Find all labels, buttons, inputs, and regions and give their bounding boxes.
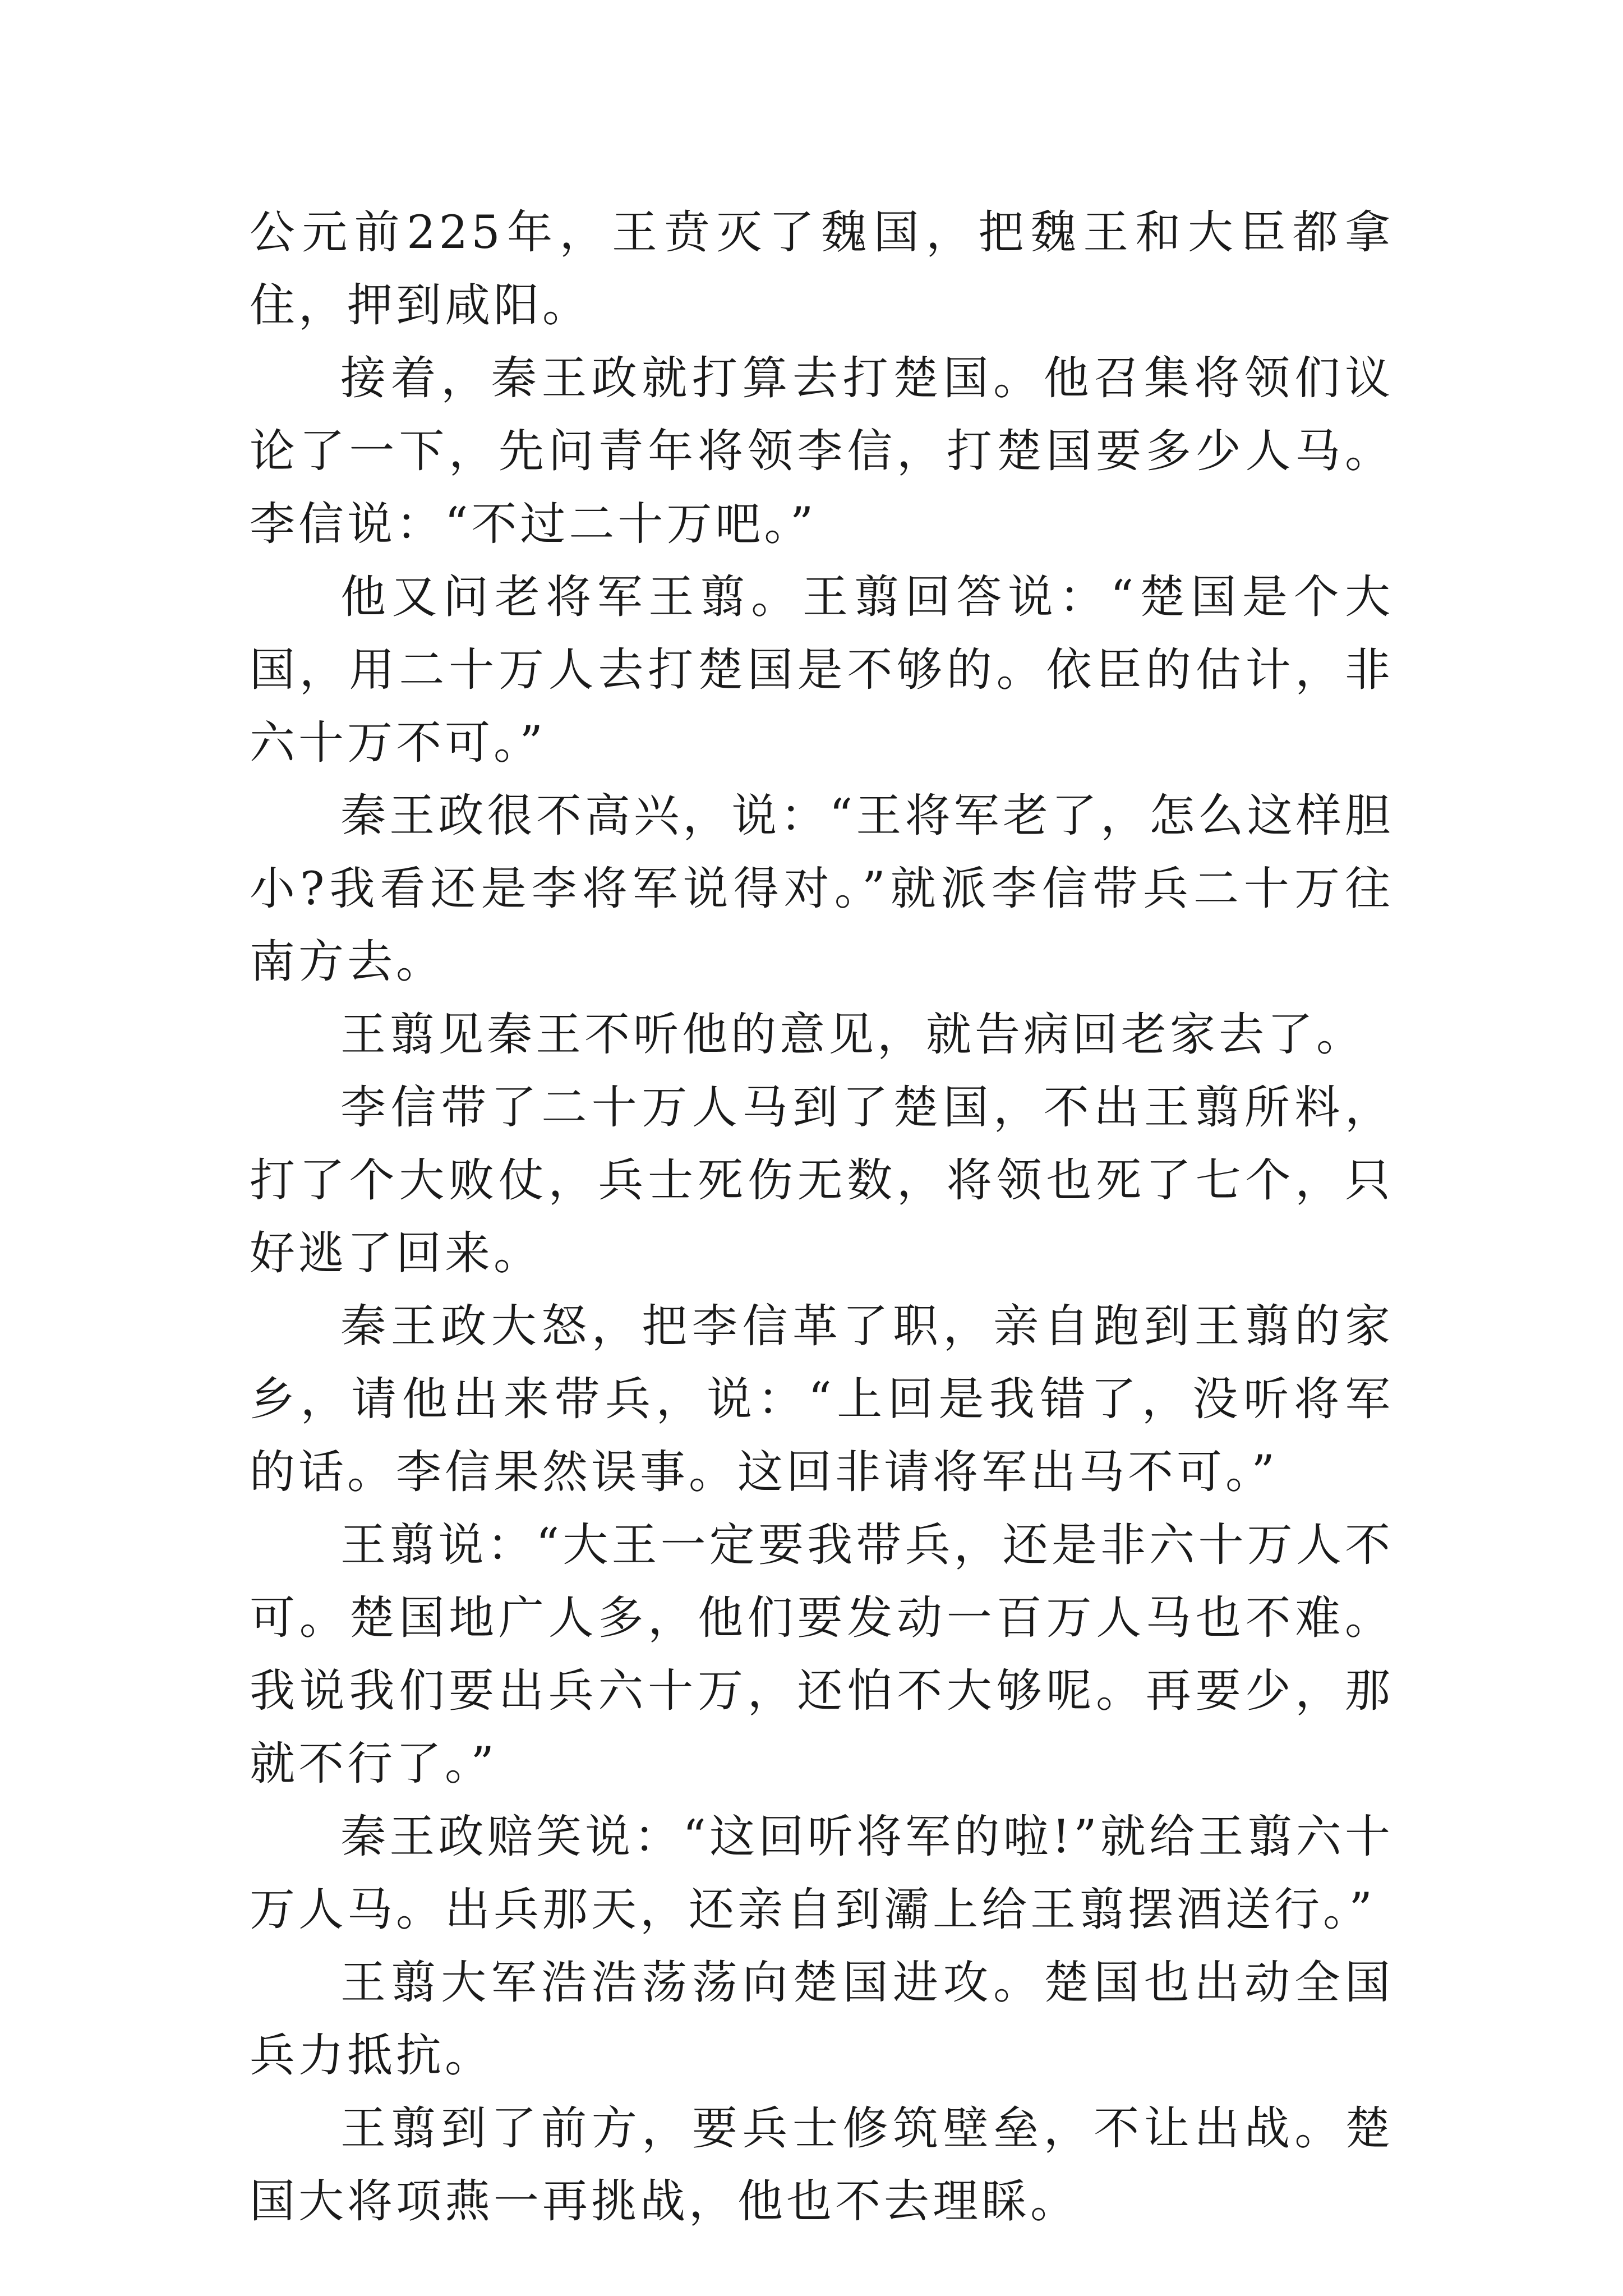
paragraph-1: 公元前225年，王贲灭了魏国，把魏王和大臣都拿住，押到咸阳。 <box>250 206 1394 332</box>
paragraph-7: 秦王政大怒，把李信革了职，亲自跑到王翦的家乡，请他出来带兵，说：“上回是我错了，没听将军的话。李信果然误事。这回非请将军出马不可。” <box>250 1300 1394 1499</box>
paragraph-11: 王翦到了前方，要兵士修筑壁垒，不让出战。楚国大将项燕一再挑战，他也不去理睬。 <box>250 2102 1394 2228</box>
paragraph-9: 秦王政赔笑说：“这回听将军的啦!”就给王翦六十万人马。出兵那天，还亲自到灞上给王翦摆酒送行。” <box>250 1811 1394 1936</box>
paragraph-2: 接着，秦王政就打算去打楚国。他召集将领们议论了一下，先问青年将领李信，打楚国要多少人马。李信说：“不过二十万吧。” <box>250 352 1394 551</box>
paragraph-10: 王翦大军浩浩荡荡向楚国进攻。楚国也出动全国兵力抵抗。 <box>250 1957 1394 2082</box>
paragraph-4: 秦王政很不高兴，说：“王将军老了，怎么这样胆小?我看还是李将军说得对。”就派李信带兵二十万往南方去。 <box>250 790 1394 988</box>
body-text <box>250 196 1394 2238</box>
paragraph-8: 王翦说：“大王一定要我带兵，还是非六十万人不可。楚国地广人多，他们要发动一百万人马也不难。我说我们要出兵六十万，还怕不大够呢。再要少，那就不行了。” <box>250 1519 1394 1791</box>
paragraph-3: 他又问老将军王翦。王翦回答说：“楚国是个大国，用二十万人去打楚国是不够的。依臣的估计，非六十万不可。” <box>250 571 1394 770</box>
paragraph-5: 王翦见秦王不听他的意见，就告病回老家去了。 <box>340 1009 1366 1061</box>
paragraph-6: 李信带了二十万人马到了楚国，不出王翦所料，打了个大败仗，兵士死伤无数，将领也死了七个，只好逃了回来。 <box>250 1082 1394 1280</box>
